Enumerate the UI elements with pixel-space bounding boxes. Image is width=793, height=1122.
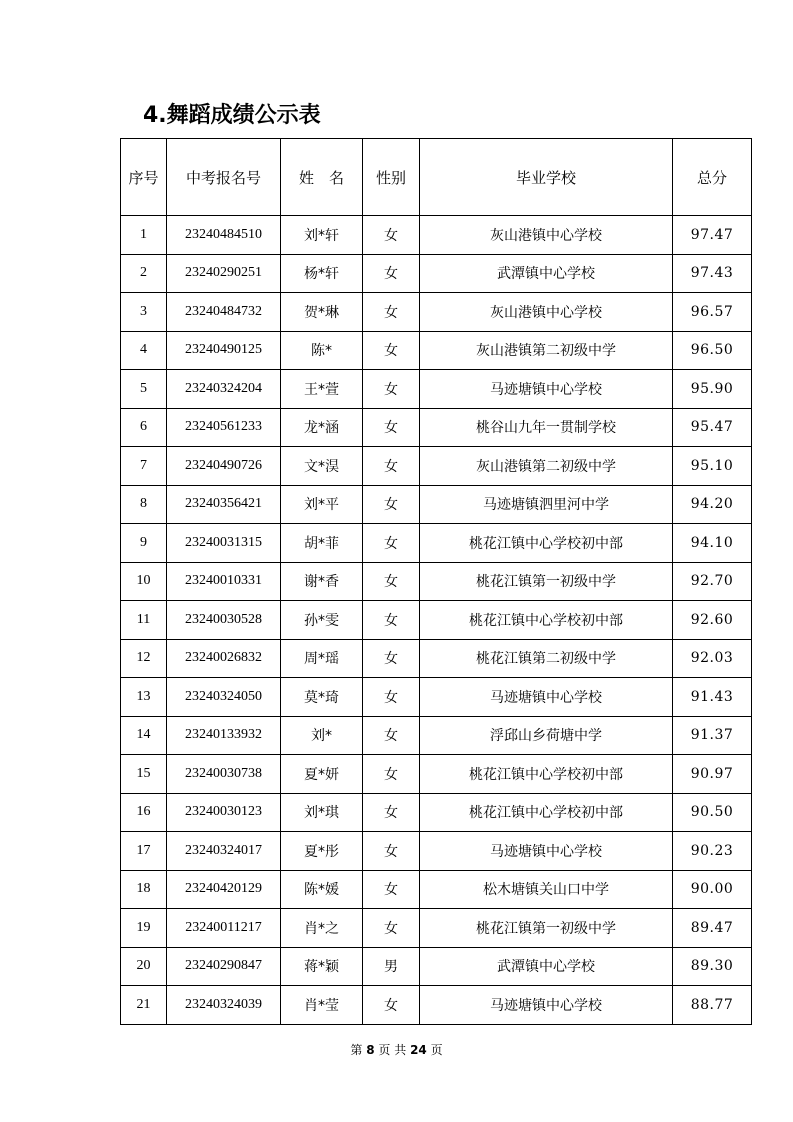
cell-reg-no: 23240484510 [167,216,281,255]
cell-school: 灰山港镇中心学校 [420,293,673,332]
cell-school: 马迹塘镇中心学校 [420,986,673,1025]
cell-school: 桃花江镇中心学校初中部 [420,793,673,832]
header-reg-no: 中考报名号 [167,139,281,216]
cell-school: 桃花江镇中心学校初中部 [420,524,673,563]
cell-school: 浮邱山乡荷塘中学 [420,716,673,755]
table-row [121,331,752,370]
table-row [121,870,752,909]
page-title: 4.舞蹈成绩公示表 [143,103,321,128]
cell-name: 谢*香 [281,562,363,601]
footer-suffix: 页 [430,1043,443,1057]
cell-school: 马迹塘镇中心学校 [420,832,673,871]
cell-seq: 4 [121,331,167,370]
cell-score: 90.97 [673,755,752,794]
cell-seq: 18 [121,870,167,909]
cell-name: 蒋*颖 [281,947,363,986]
cell-name: 王*萱 [281,370,363,409]
cell-name: 陈*媛 [281,870,363,909]
table-row [121,447,752,486]
cell-name: 陈* [281,331,363,370]
cell-seq: 9 [121,524,167,563]
cell-name: 刘*平 [281,485,363,524]
cell-school: 灰山港镇中心学校 [420,216,673,255]
table-row [121,562,752,601]
footer-middle: 页 共 [378,1043,407,1057]
cell-name: 肖*莹 [281,986,363,1025]
cell-seq: 6 [121,408,167,447]
cell-score: 88.77 [673,986,752,1025]
page-footer [0,1042,793,1058]
cell-name: 龙*涵 [281,408,363,447]
cell-gender: 女 [363,716,420,755]
cell-school: 桃花江镇中心学校初中部 [420,601,673,640]
cell-score: 91.43 [673,678,752,717]
table-row [121,755,752,794]
cell-name: 胡*菲 [281,524,363,563]
cell-reg-no: 23240324039 [167,986,281,1025]
cell-name: 周*瑶 [281,639,363,678]
cell-score: 90.50 [673,793,752,832]
cell-gender: 女 [363,216,420,255]
cell-seq: 17 [121,832,167,871]
cell-score: 97.43 [673,254,752,293]
cell-gender: 女 [363,986,420,1025]
cell-score: 95.47 [673,408,752,447]
table-row [121,524,752,563]
cell-gender: 女 [363,793,420,832]
cell-school: 灰山港镇第二初级中学 [420,331,673,370]
cell-score: 94.10 [673,524,752,563]
cell-name: 文*淏 [281,447,363,486]
cell-name: 贺*琳 [281,293,363,332]
cell-score: 97.47 [673,216,752,255]
cell-school: 灰山港镇第二初级中学 [420,447,673,486]
cell-score: 90.23 [673,832,752,871]
cell-seq: 11 [121,601,167,640]
cell-name: 肖*之 [281,909,363,948]
cell-school: 马迹塘镇泗里河中学 [420,485,673,524]
cell-gender: 女 [363,909,420,948]
cell-reg-no: 23240010331 [167,562,281,601]
cell-score: 91.37 [673,716,752,755]
table-row [121,408,752,447]
cell-reg-no: 23240324204 [167,370,281,409]
cell-gender: 女 [363,832,420,871]
table-row [121,678,752,717]
cell-reg-no: 23240133932 [167,716,281,755]
table-row [121,716,752,755]
cell-reg-no: 23240324017 [167,832,281,871]
cell-name: 孙*雯 [281,601,363,640]
header-seq: 序号 [121,139,167,216]
cell-gender: 女 [363,562,420,601]
cell-school: 武潭镇中心学校 [420,254,673,293]
cell-name: 刘* [281,716,363,755]
cell-gender: 女 [363,408,420,447]
cell-gender: 女 [363,755,420,794]
table-row [121,293,752,332]
table-body [121,216,752,1025]
cell-reg-no: 23240490125 [167,331,281,370]
cell-seq: 20 [121,947,167,986]
footer-total-pages: 24 [410,1043,427,1057]
cell-school: 武潭镇中心学校 [420,947,673,986]
cell-name: 刘*轩 [281,216,363,255]
cell-reg-no: 23240484732 [167,293,281,332]
cell-school: 桃花江镇第一初级中学 [420,562,673,601]
cell-reg-no: 23240290251 [167,254,281,293]
cell-name: 夏*妍 [281,755,363,794]
cell-school: 松木塘镇关山口中学 [420,870,673,909]
cell-seq: 21 [121,986,167,1025]
cell-seq: 3 [121,293,167,332]
table-row [121,254,752,293]
score-table [120,138,752,1025]
cell-reg-no: 23240011217 [167,909,281,948]
cell-gender: 男 [363,947,420,986]
header-school: 毕业学校 [420,139,673,216]
cell-score: 89.30 [673,947,752,986]
cell-school: 桃谷山九年一贯制学校 [420,408,673,447]
cell-seq: 7 [121,447,167,486]
cell-score: 90.00 [673,870,752,909]
table-header-row [121,139,752,216]
table-row [121,986,752,1025]
cell-reg-no: 23240030738 [167,755,281,794]
cell-gender: 女 [363,639,420,678]
cell-seq: 8 [121,485,167,524]
cell-seq: 2 [121,254,167,293]
table-row [121,370,752,409]
cell-gender: 女 [363,331,420,370]
cell-seq: 16 [121,793,167,832]
table-row [121,909,752,948]
cell-school: 桃花江镇第一初级中学 [420,909,673,948]
cell-reg-no: 23240356421 [167,485,281,524]
cell-score: 89.47 [673,909,752,948]
cell-gender: 女 [363,601,420,640]
cell-seq: 10 [121,562,167,601]
cell-score: 96.50 [673,331,752,370]
cell-reg-no: 23240561233 [167,408,281,447]
cell-score: 95.90 [673,370,752,409]
cell-reg-no: 23240490726 [167,447,281,486]
cell-score: 94.20 [673,485,752,524]
cell-name: 莫*琦 [281,678,363,717]
cell-score: 92.03 [673,639,752,678]
cell-gender: 女 [363,293,420,332]
cell-gender: 女 [363,870,420,909]
cell-reg-no: 23240030123 [167,793,281,832]
cell-school: 桃花江镇中心学校初中部 [420,755,673,794]
table-row [121,947,752,986]
footer-page-number: 8 [366,1043,375,1057]
cell-reg-no: 23240420129 [167,870,281,909]
table-row [121,485,752,524]
table-row [121,832,752,871]
cell-seq: 19 [121,909,167,948]
cell-seq: 5 [121,370,167,409]
cell-seq: 12 [121,639,167,678]
cell-gender: 女 [363,447,420,486]
cell-name: 杨*轩 [281,254,363,293]
cell-seq: 13 [121,678,167,717]
table-row [121,216,752,255]
cell-reg-no: 23240031315 [167,524,281,563]
header-name: 姓 名 [281,139,363,216]
cell-seq: 14 [121,716,167,755]
cell-name: 夏*彤 [281,832,363,871]
cell-seq: 15 [121,755,167,794]
cell-reg-no: 23240030528 [167,601,281,640]
cell-gender: 女 [363,485,420,524]
cell-gender: 女 [363,254,420,293]
cell-gender: 女 [363,678,420,717]
cell-school: 桃花江镇第二初级中学 [420,639,673,678]
cell-seq: 1 [121,216,167,255]
cell-name: 刘*琪 [281,793,363,832]
header-gender: 性别 [363,139,420,216]
footer-prefix: 第 [350,1043,363,1057]
header-score: 总分 [673,139,752,216]
cell-score: 95.10 [673,447,752,486]
cell-reg-no: 23240290847 [167,947,281,986]
cell-reg-no: 23240026832 [167,639,281,678]
cell-school: 马迹塘镇中心学校 [420,678,673,717]
cell-score: 92.60 [673,601,752,640]
cell-school: 马迹塘镇中心学校 [420,370,673,409]
table-row [121,639,752,678]
cell-gender: 女 [363,524,420,563]
table-row [121,793,752,832]
cell-score: 92.70 [673,562,752,601]
table-row [121,601,752,640]
cell-score: 96.57 [673,293,752,332]
cell-reg-no: 23240324050 [167,678,281,717]
cell-gender: 女 [363,370,420,409]
